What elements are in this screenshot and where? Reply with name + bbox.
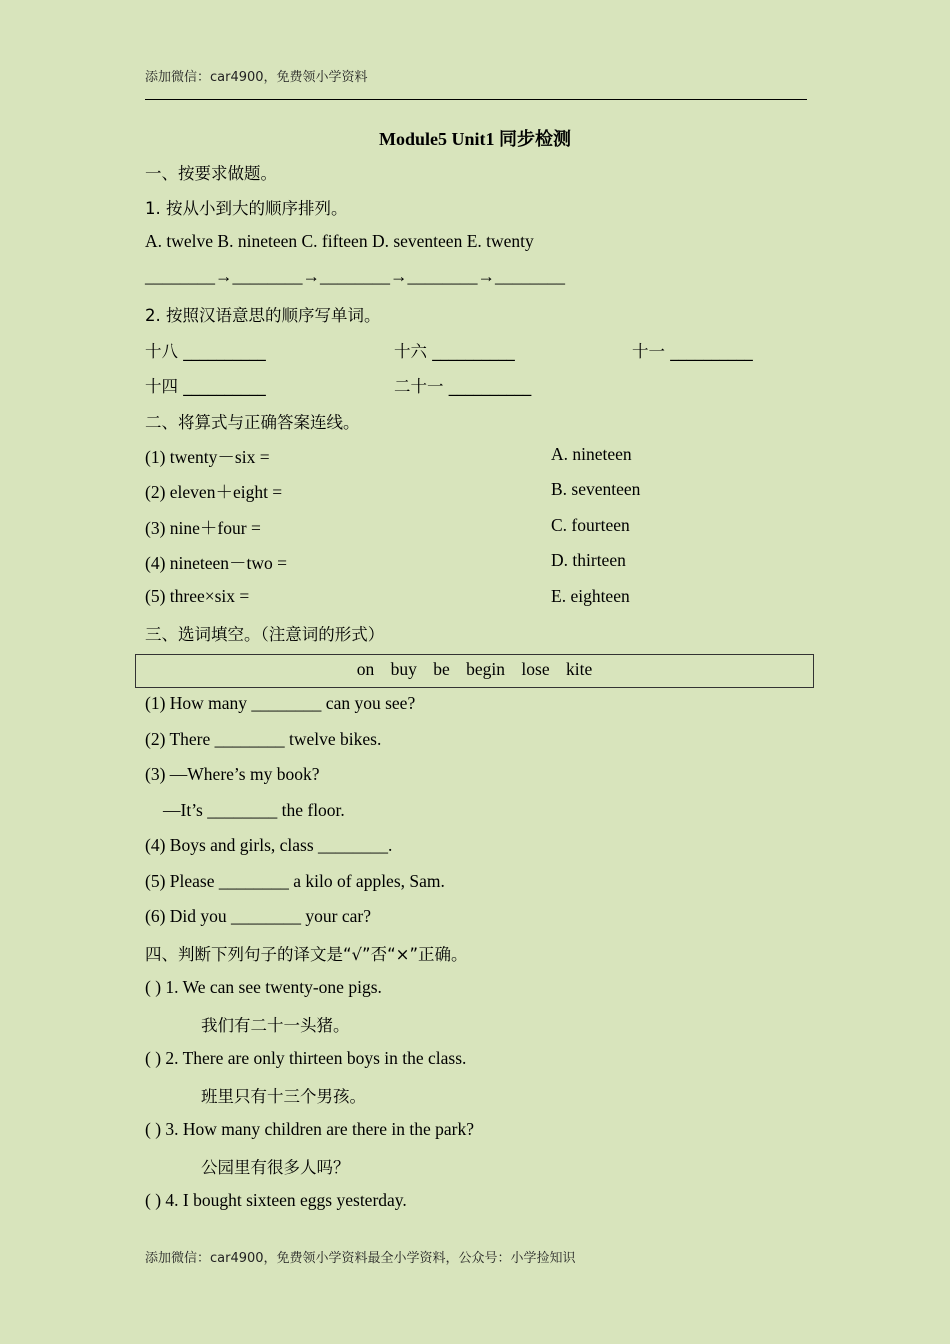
word-bank-item: be	[433, 659, 450, 679]
fill-blank-item: (6) Did you ________ your car?	[145, 906, 371, 926]
part3-heading: 三、选词填空。（注意词的形式）	[145, 625, 385, 644]
q2-prompt: 2. 按照汉语意思的顺序写单词。	[145, 306, 381, 325]
match-left-item: (4) nineteen－two =	[145, 553, 288, 573]
word-bank-item: buy	[390, 659, 417, 679]
part1-heading: 一、按要求做题。	[145, 164, 277, 183]
fill-blank-item: (3) —Where’s my book?	[145, 764, 320, 784]
fill-blank-item: (5) Please ________ a kilo of apples, Sam.	[145, 871, 445, 891]
judge-sentence: ( ) 1. We can see twenty-one pigs.	[145, 977, 382, 997]
match-right-item: C. fourteen	[551, 515, 630, 535]
q2-item: 二十一 __________	[394, 377, 532, 396]
word-bank-box	[135, 654, 814, 688]
header-note: 添加微信：car4900，免费领小学资料	[145, 70, 368, 85]
part4-heading: 四、判断下列句子的译文是“√”否“×”正确。	[145, 945, 468, 964]
fill-blank-item: (4) Boys and girls, class ________.	[145, 835, 393, 855]
match-right-item: A. nineteen	[551, 444, 632, 464]
q2-item: 十六 __________	[394, 342, 515, 361]
word-bank-item: on	[356, 659, 375, 679]
fill-blank-item: —It’s ________ the floor.	[163, 800, 345, 820]
page-title: Module5 Unit1 同步检测	[378, 129, 571, 149]
word-bank-item: begin	[466, 659, 506, 679]
q1-answer-blanks: ________→________→________→________→________	[145, 266, 565, 286]
q2-item: 十四 __________	[145, 377, 266, 396]
judge-sentence: ( ) 3. How many children are there in the park?	[145, 1119, 474, 1139]
judge-translation: 班里只有十三个男孩。	[201, 1087, 366, 1106]
match-left-item: (2) eleven＋eight =	[145, 482, 283, 502]
match-left-item: (1) twenty－six =	[145, 447, 270, 467]
word-bank-item: kite	[566, 659, 593, 679]
match-left-item: (5) three×six =	[145, 586, 250, 606]
match-right-item: B. seventeen	[551, 479, 641, 499]
judge-sentence: ( ) 4. I bought sixteen eggs yesterday.	[145, 1190, 407, 1210]
q1-prompt: 1. 按从小到大的顺序排列。	[145, 199, 348, 218]
match-right-item: E. eighteen	[551, 586, 630, 606]
footer-note: 添加微信：car4900，免费领小学资料最全小学资料，公众号：小学捡知识	[145, 1251, 576, 1266]
match-left-item: (3) nine＋four =	[145, 518, 261, 538]
q1-options: A. twelve B. nineteen C. fifteen D. seventeen E. twenty	[145, 231, 534, 251]
fill-blank-item: (1) How many ________ can you see?	[145, 693, 416, 713]
q2-item: 十八 __________	[145, 342, 266, 361]
fill-blank-item: (2) There ________ twelve bikes.	[145, 729, 382, 749]
part2-heading: 二、将算式与正确答案连线。	[145, 413, 360, 432]
header-divider	[145, 99, 807, 100]
match-right-item: D. thirteen	[551, 550, 626, 570]
judge-translation: 公园里有很多人吗？	[201, 1158, 350, 1177]
judge-translation: 我们有二十一头猪。	[201, 1016, 350, 1035]
q2-item: 十一 __________	[632, 342, 753, 361]
word-bank-item: lose	[521, 659, 550, 679]
judge-sentence: ( ) 2. There are only thirteen boys in the class.	[145, 1048, 467, 1068]
